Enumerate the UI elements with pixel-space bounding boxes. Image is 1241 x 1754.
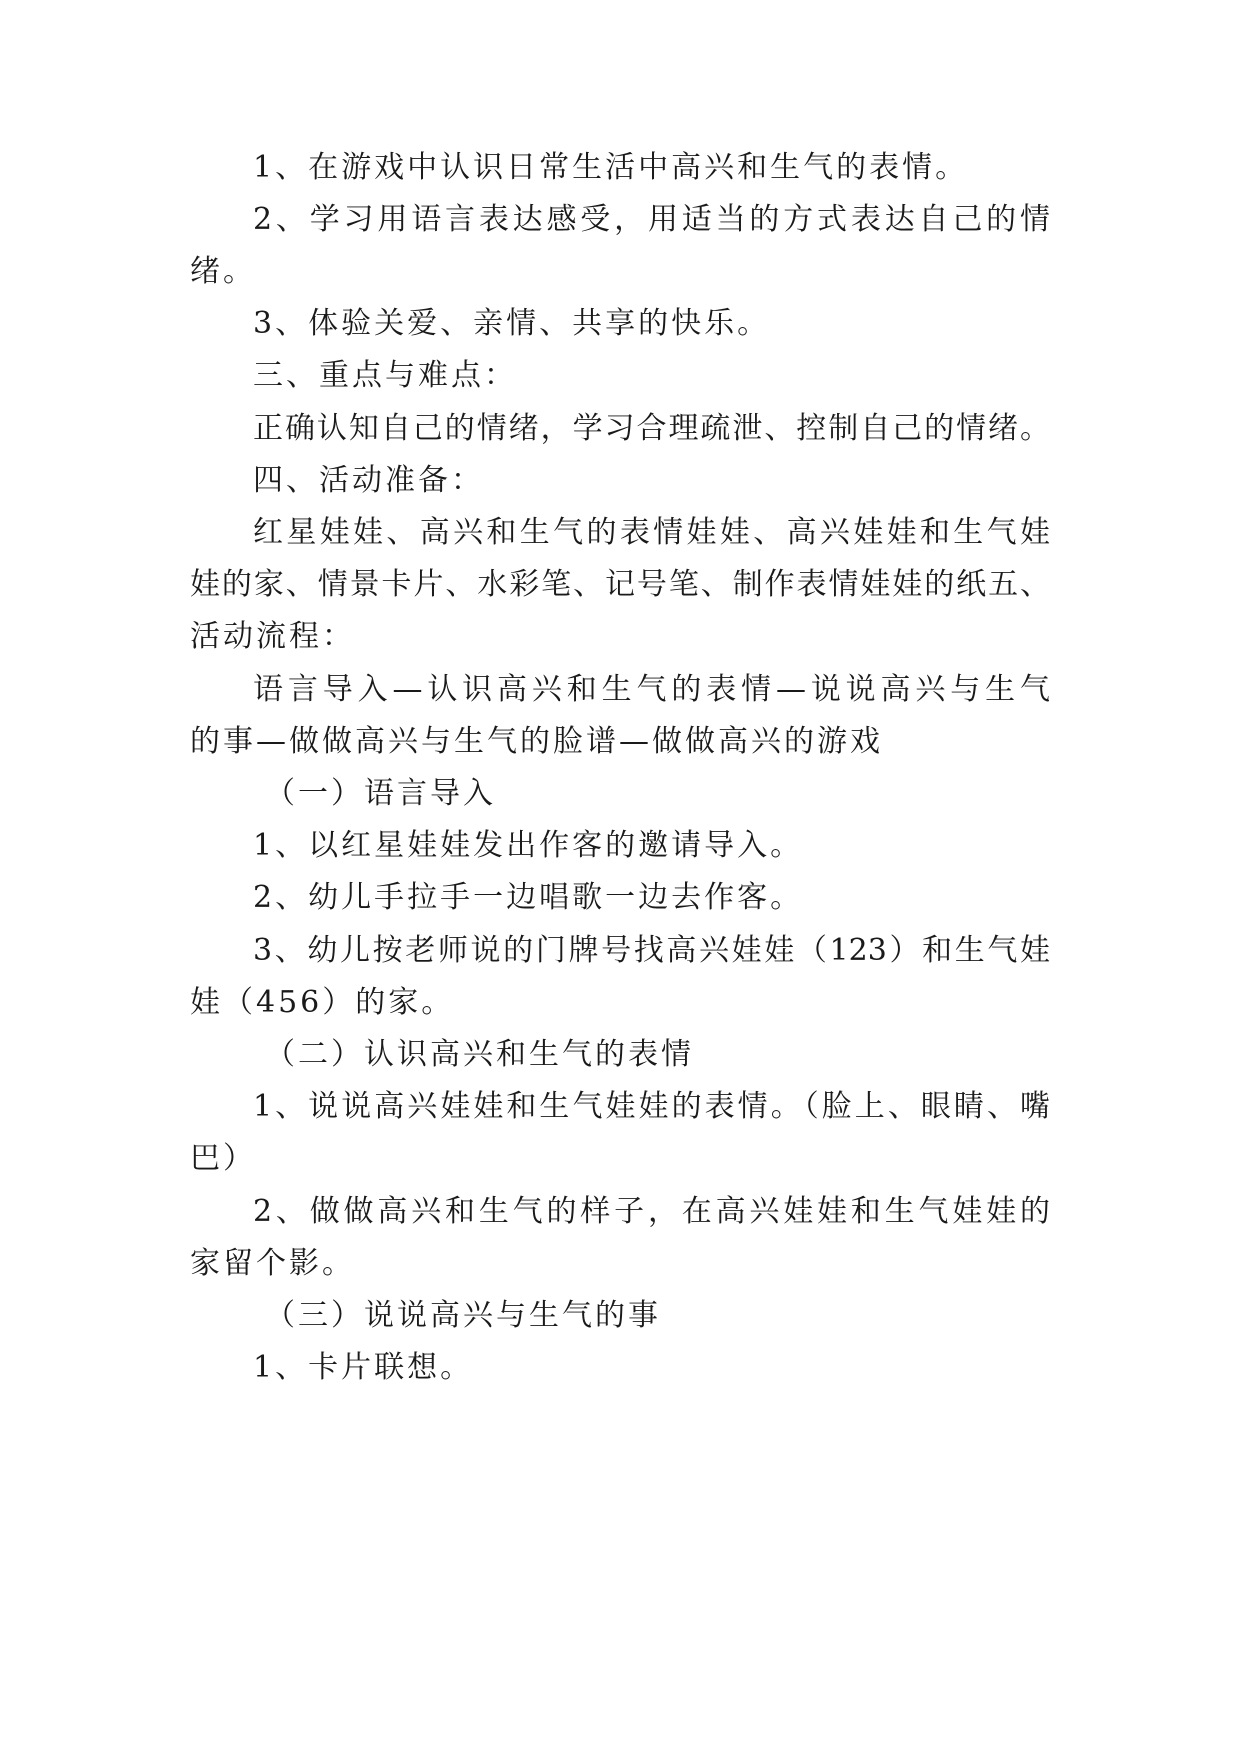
text-line: 1、在游戏中认识日常生活中高兴和生气的表情。 — [253, 150, 969, 185]
subsection-heading: （一）语言导入 — [265, 776, 496, 811]
text-line: 娃的家、情景卡片、水彩笔、记号笔、制作表情娃娃的纸五、 — [190, 567, 1050, 602]
text-line: 1、说说高兴娃娃和生气娃娃的表情。（脸上、眼睛、嘴 — [253, 1089, 1050, 1124]
text-line: 正确认知自己的情绪，学习合理疏泄、控制自己的情绪。 — [253, 411, 1050, 446]
text-line: 红星娃娃、高兴和生气的表情娃娃、高兴娃娃和生气娃 — [253, 515, 1050, 550]
text-line: 语言导入—认识高兴和生气的表情—说说高兴与生气 — [253, 672, 1050, 707]
text-line: 3、幼儿按老师说的门牌号找高兴娃娃（123）和生气娃 — [253, 933, 1050, 968]
text-line: 2、学习用语言表达感受，用适当的方式表达自己的情 — [253, 202, 1050, 237]
text-line: 家留个影。 — [190, 1246, 355, 1281]
text-line: 3、体验关爱、亲情、共享的快乐。 — [253, 306, 771, 341]
subsection-heading: （二）认识高兴和生气的表情 — [265, 1037, 694, 1072]
text-line: 的事—做做高兴与生气的脸谱—做做高兴的游戏 — [190, 724, 883, 759]
text-line: 2、做做高兴和生气的样子，在高兴娃娃和生气娃娃的 — [253, 1194, 1050, 1229]
text-line: 2、幼儿手拉手一边唱歌一边去作客。 — [253, 880, 804, 915]
subsection-heading: （三）说说高兴与生气的事 — [265, 1298, 661, 1333]
text-line: 1、卡片联想。 — [253, 1350, 474, 1385]
section-heading: 三、重点与难点： — [253, 358, 517, 393]
section-heading: 四、活动准备： — [253, 463, 484, 498]
text-line: 1、以红星娃娃发出作客的邀请导入。 — [253, 828, 804, 863]
text-line: 活动流程： — [190, 619, 355, 654]
text-line: 巴） — [190, 1141, 256, 1176]
text-line: 娃（456）的家。 — [190, 985, 455, 1020]
text-line: 绪。 — [190, 254, 256, 289]
